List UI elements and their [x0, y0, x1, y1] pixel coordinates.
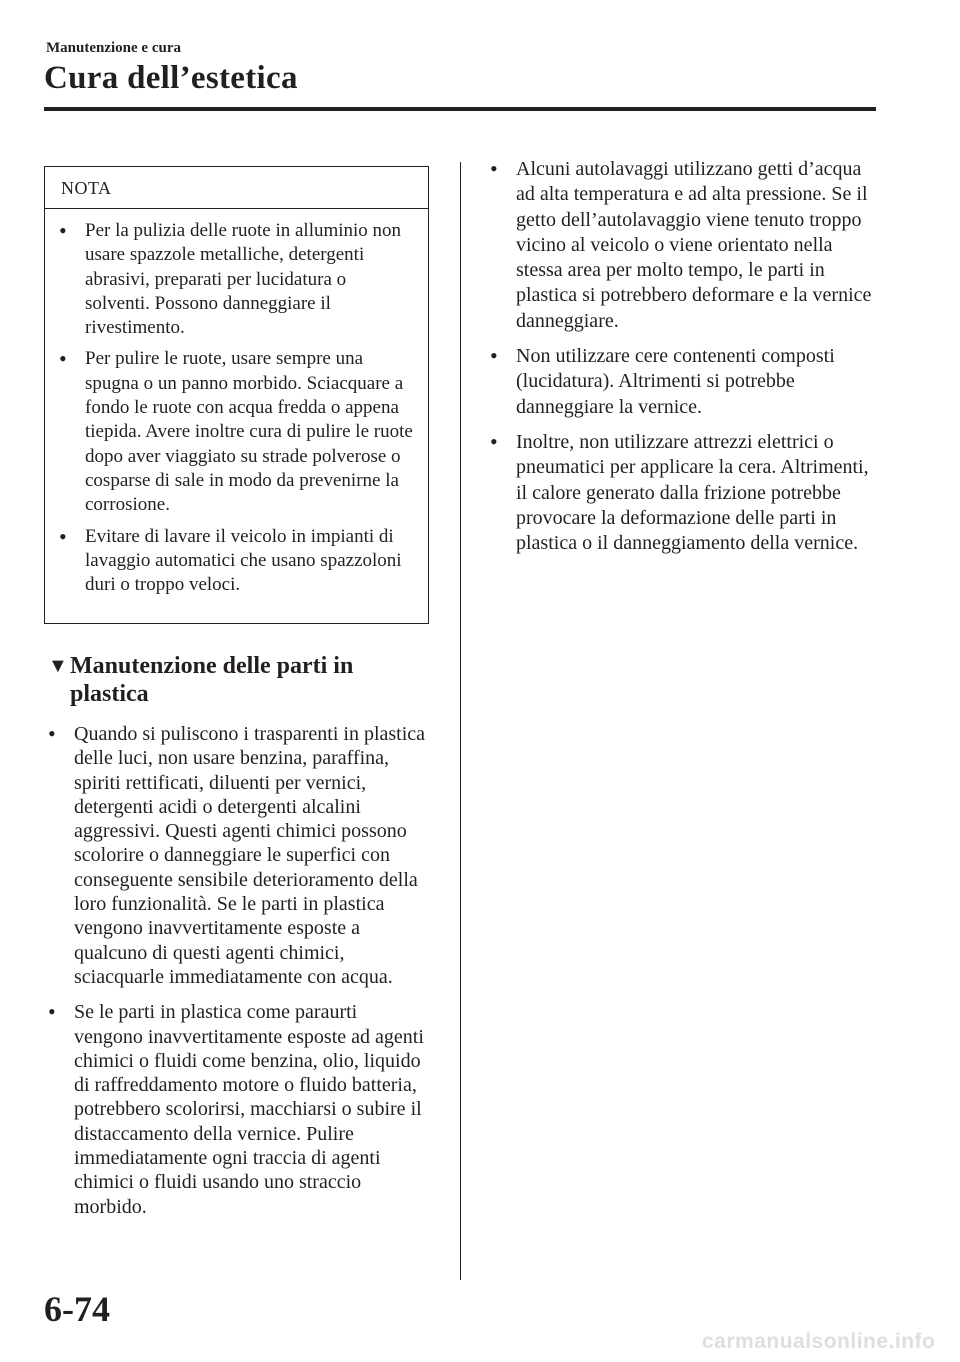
list-item-text: Inoltre, non utilizzare attrezzi elettrici o pneumatici per applicare la cera. Altrimenti, il calore generato dalla frizione potrebbe provocare la deformazione delle parti in plastica o il danneggiamento della vernice.	[516, 430, 869, 555]
section-title-line1: Manutenzione delle parti in	[70, 653, 354, 679]
list-item	[48, 722, 430, 989]
bullet-icon: •	[490, 428, 498, 454]
list-item-text: Quando si puliscono i trasparenti in plastica delle luci, non usare benzina, paraffina, spiriti rettificati, diluenti per vernici, detergenti acidi o detergenti alcalini aggressivi. Questi agenti chimici possono scolorire o danneggiare le superfici con conseguente sensibile deterioramento della loro funzionalità. Se le parti in plastica vengono inavvertitamente esposte a qualcuno di questi agenti chimici, sciacquarle immediatamente con acqua.	[74, 723, 426, 988]
section-title-line2: plastica	[70, 681, 149, 707]
bullet-icon: •	[48, 999, 56, 1025]
list-item	[490, 430, 882, 556]
bullet-icon: •	[490, 343, 498, 369]
column-divider	[460, 162, 461, 1280]
list-item-text: Alcuni autolavaggi utilizzano getti d’acqua ad alta temperatura e ad alta pressione. Se il getto dell’autolavaggio viene tenuto troppo vicino al veicolo o viene orientato nella stessa area per molto tempo, le parti in plastica si potrebbero deformare e la vernice danneggiare.	[516, 158, 872, 332]
note-title: NOTA	[45, 167, 428, 209]
bullet-icon: •	[59, 523, 67, 549]
note-item	[59, 347, 414, 517]
note-list	[45, 209, 428, 597]
note-item	[59, 525, 414, 598]
triangle-marker-icon: ▼	[48, 655, 68, 677]
bullet-icon: •	[59, 346, 67, 372]
right-bullet-list	[490, 157, 882, 566]
list-item	[48, 1000, 430, 1219]
page-title: Cura dell’estetica	[44, 60, 298, 96]
list-item-text: Non utilizzare cere contenenti composti (lucidatura). Altrimenti si potrebbe danneggiare la vernice.	[516, 345, 835, 418]
note-item	[59, 219, 414, 340]
left-bullet-list	[48, 722, 430, 1230]
title-rule	[44, 107, 876, 111]
section-heading	[48, 652, 448, 708]
note-item-text: Evitare di lavare il veicolo in impianti di lavaggio automatici che usano spazzoloni duri o troppo veloci.	[85, 525, 402, 596]
page-number: 6-74	[44, 1289, 110, 1329]
running-header: Manutenzione e cura	[46, 40, 181, 56]
bullet-icon: •	[59, 218, 67, 243]
note-box	[44, 166, 429, 624]
list-item	[490, 157, 882, 334]
note-item-text: Per la pulizia delle ruote in alluminio non usare spazzole metalliche, detergenti abrasivi, preparati per lucidatura o solventi. Possono danneggiare il rivestimento.	[85, 220, 402, 339]
list-item	[490, 344, 882, 420]
bullet-icon: •	[48, 721, 56, 746]
bullet-icon: •	[490, 156, 498, 181]
note-item-text: Per pulire le ruote, usare sempre una spugna o un panno morbido. Sciacquare a fondo le ruote con acqua fredda o appena tiepida. Avere inoltre cura di pulire le ruote dopo aver viaggiato su strade polverose o cosparse di sale in modo da prevenirne la corrosione.	[85, 348, 413, 516]
list-item-text: Se le parti in plastica come paraurti vengono inavvertitamente esposte ad agenti chimici o fluidi come benzina, olio, liquido di raffreddamento motore o fluido batteria, potrebbero scolorirsi, macchiarsi o subire il distaccamento della vernice. Pulire immediatamente ogni traccia di agenti chimici o fluidi usando uno straccio morbido.	[74, 1001, 424, 1218]
watermark: carmanualsonline.info	[702, 1330, 936, 1353]
